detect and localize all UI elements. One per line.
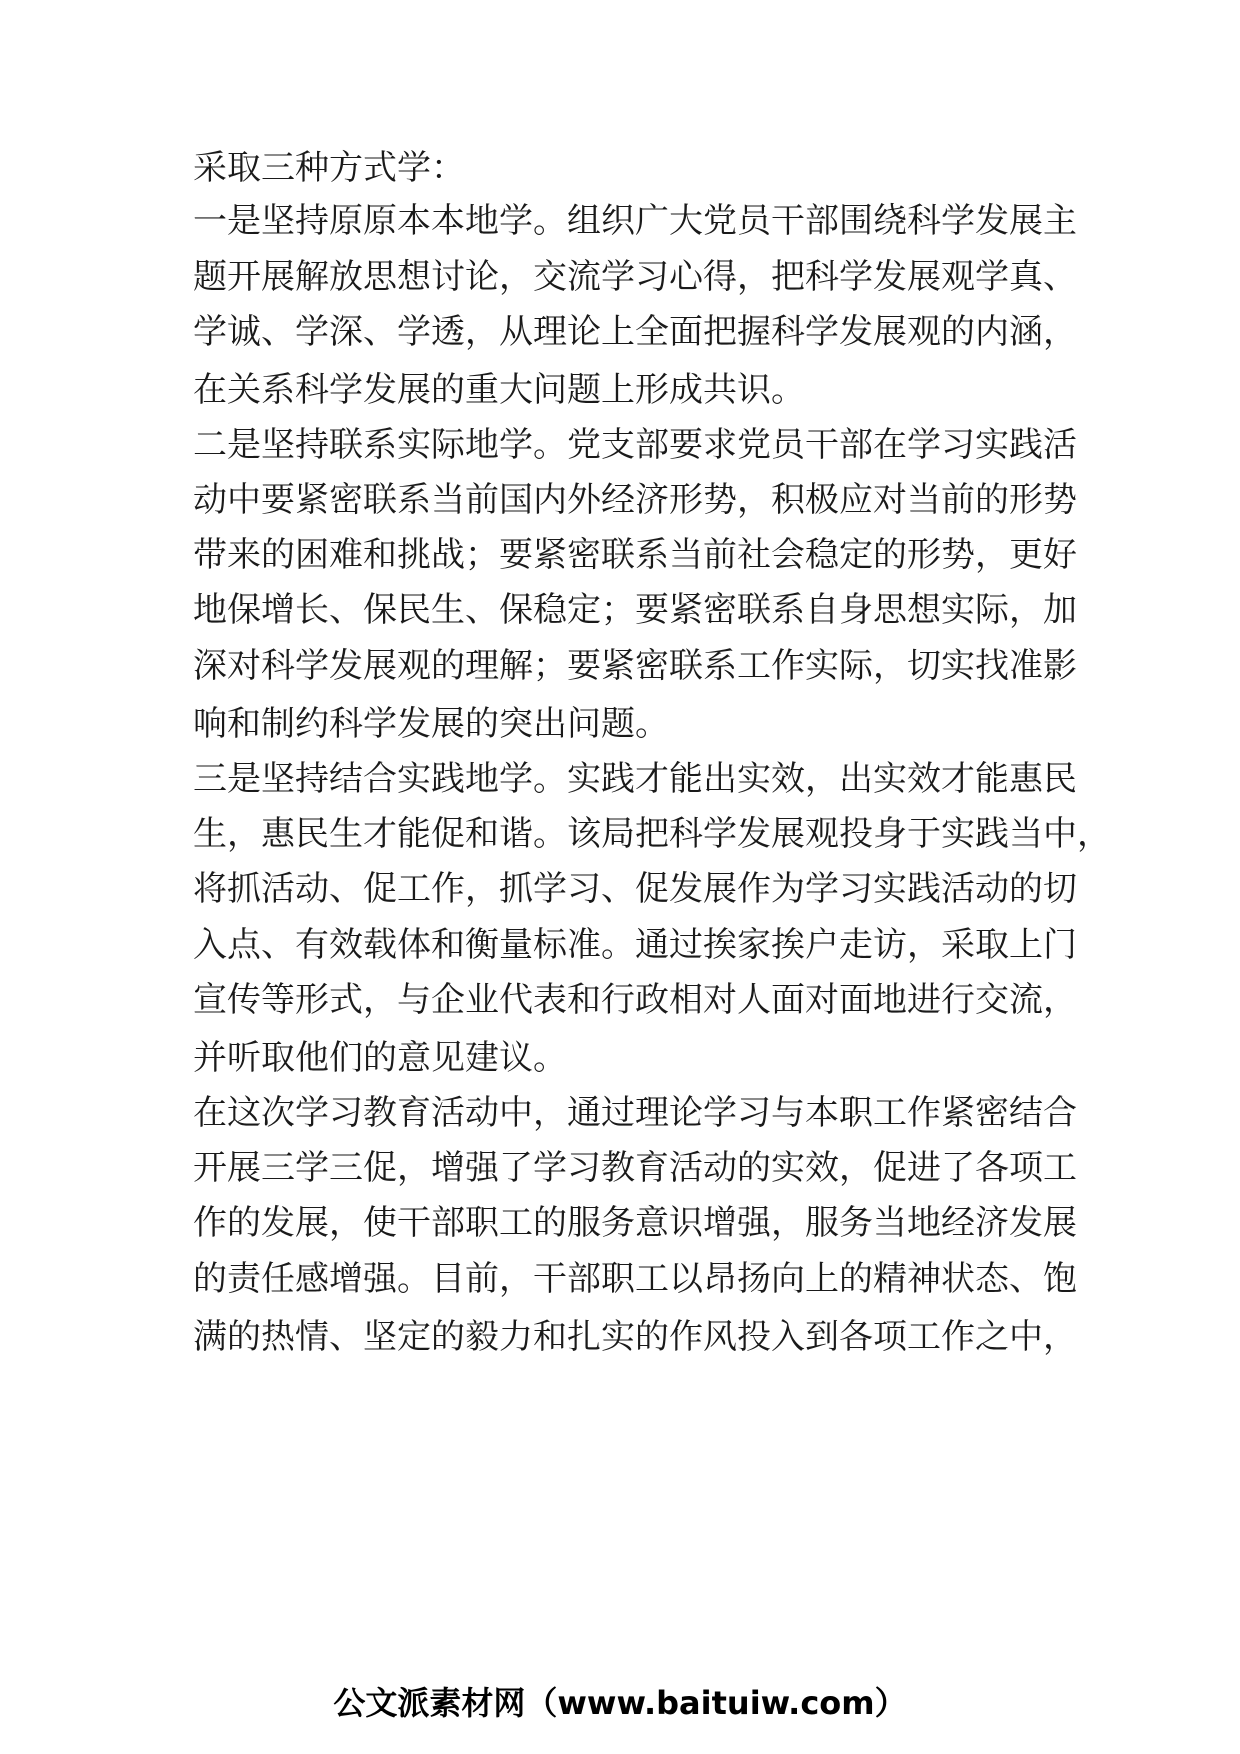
text-line: 动中要紧密联系当前国内外经济形势，积极应对当前的形势 (193, 480, 1077, 520)
text-line: 开展三学三促，增强了学习教育活动的实效，促进了各项工 (193, 1148, 1077, 1188)
footer-source: 公文派素材网（www.baituiw.com） (333, 1684, 907, 1722)
text-line: 满的热情、坚定的毅力和扎实的作风投入到各项工作之中， (193, 1317, 1077, 1357)
text-line: 的责任感增强。目前，干部职工以昂扬向上的精神状态、饱 (193, 1259, 1077, 1299)
text-line: 并听取他们的意见建议。 (193, 1038, 567, 1078)
text-line: 宣传等形式，与企业代表和行政相对人面对面地进行交流， (193, 980, 1077, 1020)
text-line: 题开展解放思想讨论，交流学习心得，把科学发展观学真、 (193, 257, 1077, 297)
text-line: 生，惠民生才能促和谐。该局把科学发展观投身于实践当中， (193, 814, 1111, 854)
text-line: 采取三种方式学： (193, 148, 465, 188)
text-line: 地保增长、保民生、保稳定；要紧密联系自身思想实际，加 (193, 590, 1077, 630)
text-line: 入点、有效载体和衡量标准。通过挨家挨户走访，采取上门 (193, 925, 1077, 965)
text-line: 在这次学习教育活动中，通过理论学习与本职工作紧密结合 (193, 1093, 1077, 1133)
text-line: 一是坚持原原本本地学。组织广大党员干部围绕科学发展主 (193, 201, 1077, 241)
text-line: 深对科学发展观的理解；要紧密联系工作实际，切实找准影 (193, 646, 1077, 686)
text-line: 学诚、学深、学透，从理论上全面把握科学发展观的内涵， (193, 312, 1077, 352)
text-line: 二是坚持联系实际地学。党支部要求党员干部在学习实践活 (193, 425, 1077, 465)
text-line: 带来的困难和挑战；要紧密联系当前社会稳定的形势，更好 (193, 535, 1077, 575)
text-line: 将抓活动、促工作，抓学习、促发展作为学习实践活动的切 (193, 869, 1077, 909)
text-line: 响和制约科学发展的突出问题。 (193, 704, 669, 744)
text-line: 三是坚持结合实践地学。实践才能出实效，出实效才能惠民 (193, 759, 1077, 799)
text-line: 在关系科学发展的重大问题上形成共识。 (193, 370, 805, 410)
text-line: 作的发展，使干部职工的服务意识增强，服务当地经济发展 (193, 1203, 1077, 1243)
